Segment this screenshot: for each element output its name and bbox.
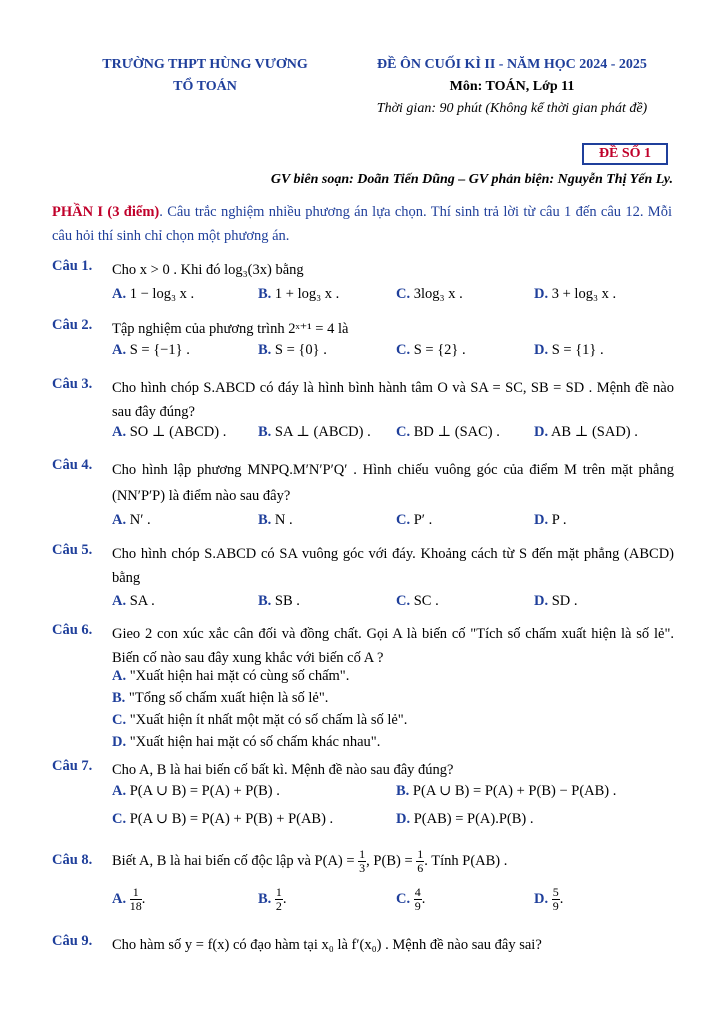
question-text: Cho x > 0 . Khi đó log₃(3x) bằng	[112, 262, 304, 278]
option-key: A.	[112, 424, 127, 440]
question-label: Câu 5.	[52, 542, 93, 558]
option-key: B.	[258, 512, 272, 528]
option-key: A.	[112, 890, 127, 907]
question-text-mid: , P(B) =	[366, 852, 417, 869]
exam-title: ĐỀ ÔN CUỐI KÌ II - NĂM HỌC 2024 - 2025	[377, 57, 647, 72]
question-text: Cho A, B là hai biến cố bất kì. Mệnh đề nào sau đây đúng?	[112, 762, 454, 778]
option-d: AB ⊥ (SAD) .	[550, 424, 638, 440]
authors-line: GV biên soạn: Doãn Tiến Dũng – GV phản biện: Nguyễn Thị Yến Ly.	[270, 172, 673, 187]
fraction-denominator: 6	[417, 861, 424, 875]
option-c	[414, 886, 422, 913]
exam-header	[352, 54, 672, 120]
question-7	[52, 758, 674, 838]
option-key: B.	[258, 342, 272, 358]
option-key: C.	[396, 512, 411, 528]
part-one-title: PHẦN I (3 điểm)	[52, 204, 160, 220]
option-c: SC .	[413, 593, 439, 609]
option-key: D.	[396, 811, 411, 827]
option-d: P(AB) = P(A).P(B) .	[413, 811, 534, 827]
question-9	[52, 933, 674, 963]
option-a: "Xuất hiện hai mặt có cùng số chấm".	[129, 668, 350, 684]
fraction-denominator: 2	[275, 899, 282, 913]
part-one-instructions	[52, 200, 672, 248]
option-key: A.	[112, 593, 127, 609]
option-a: SA .	[129, 593, 155, 609]
question-2	[52, 317, 674, 367]
fraction-numerator: 1	[417, 847, 424, 861]
option-key: A.	[112, 512, 127, 528]
exam-code-box: ĐỀ SỐ 1	[582, 143, 668, 165]
fraction-pa	[358, 848, 366, 875]
option-key: C.	[396, 593, 411, 609]
part-one-text: . Câu trắc nghiệm nhiều phương án lựa chọn. Thí sinh trả lời từ câu 1 đến câu 12. Mỗi câu hỏi thí sinh chỉ chọn một phương án.	[52, 204, 672, 244]
option-key: A.	[112, 783, 127, 799]
option-d: 3 + log₃ x .	[551, 286, 617, 302]
question-label: Câu 6.	[52, 622, 93, 638]
option-key: B.	[112, 690, 126, 706]
question-3	[52, 376, 674, 446]
fraction-denominator: 3	[359, 861, 366, 875]
department-name: TỔ TOÁN	[173, 79, 237, 94]
school-header	[70, 54, 340, 98]
option-key: A.	[112, 342, 127, 358]
option-key: B.	[258, 593, 272, 609]
option-d: "Xuất hiện hai mặt có số chấm khác nhau".	[129, 734, 381, 750]
option-key: C.	[396, 342, 411, 358]
option-key: D.	[112, 734, 127, 750]
option-key: B.	[258, 424, 272, 440]
question-text: Cho hàm số y = f(x) có đạo hàm tại x₀ là f′(x₀) . Mệnh đề nào sau đây sai?	[112, 937, 542, 953]
option-key: B.	[258, 286, 272, 302]
question-label: Câu 8.	[52, 852, 93, 868]
question-label: Câu 4.	[52, 457, 93, 473]
option-b: SA ⊥ (ABCD) .	[274, 424, 371, 440]
option-c: BD ⊥ (SAC) .	[413, 424, 500, 440]
question-1	[52, 258, 674, 308]
option-key: C.	[396, 286, 411, 302]
question-text: Cho hình chóp S.ABCD có đáy là hình bình hành tâm O và SA = SC, SB = SD . Mệnh đề nào sau đây đúng?	[112, 380, 674, 420]
option-a	[130, 886, 142, 913]
fraction-numerator: 1	[275, 885, 282, 899]
question-label: Câu 2.	[52, 317, 93, 333]
question-label: Câu 7.	[52, 758, 93, 774]
option-a: P(A ∪ B) = P(A) + P(B) .	[129, 783, 280, 799]
question-text	[112, 848, 674, 875]
question-label: Câu 1.	[52, 258, 93, 274]
option-d: S = {1} .	[551, 342, 604, 358]
option-key: C.	[396, 890, 411, 907]
fraction-numerator: 4	[414, 885, 421, 899]
question-8: Câu 8. Biết A, B là hai biến cố độc lập và P(A) = $\frac{1}{3}$ , P(B) = $\frac{1}{6}$ . Tính P(AB) . A. $\frac{1}{18}$ . B. $\frac{1}{2}$ . C. $\frac{4}{9}$ . D. $\frac{5}{9}$ .	[52, 848, 674, 924]
option-key: C.	[112, 811, 127, 827]
fraction-denominator: 9	[414, 899, 421, 913]
question-label: Câu 3.	[52, 376, 93, 392]
question-text: Cho hình lập phương MNPQ.M′N′P′Q′ . Hình chiếu vuông góc của điểm M trên mặt phẳng (NN′P′P) là điểm nào sau đây?	[112, 462, 674, 504]
option-c: 3log₃ x .	[413, 286, 463, 302]
fraction-denominator: 9	[552, 899, 559, 913]
option-key: A.	[112, 668, 127, 684]
question-text: Gieo 2 con xúc xắc cân đối và đồng chất. Gọi A là biến cố "Tích số chấm xuất hiện là số lẻ". Biến cố nào sau đây xung khắc với biến cố A ?	[112, 626, 674, 666]
option-a: N′ .	[129, 512, 151, 528]
option-d: P .	[551, 512, 567, 528]
option-key: B.	[258, 890, 272, 907]
option-a: S = {−1} .	[129, 342, 190, 358]
option-b: P(A ∪ B) = P(A) + P(B) − P(AB) .	[412, 783, 617, 799]
option-key: D.	[534, 593, 549, 609]
option-c: S = {2} .	[413, 342, 466, 358]
option-b: "Tổng số chấm xuất hiện là số lẻ".	[128, 690, 329, 706]
question-label: Câu 9.	[52, 933, 93, 949]
option-a: SO ⊥ (ABCD) .	[129, 424, 227, 440]
option-key: C.	[396, 424, 411, 440]
option-b: N .	[274, 512, 293, 528]
question-text: Cho hình chóp S.ABCD có SA vuông góc với đáy. Khoảng cách từ S đến mặt phẳng (ABCD) bằng	[112, 546, 674, 586]
option-c: "Xuất hiện ít nhất một mặt có số chấm là số lẻ".	[129, 712, 408, 728]
option-d	[552, 886, 560, 913]
option-b: S = {0} .	[274, 342, 327, 358]
fraction-numerator: 5	[552, 885, 559, 899]
question-text: Tập nghiệm của phương trình 2ˣ⁺¹ = 4 là	[112, 321, 349, 337]
question-text-after: . Tính P(AB) .	[424, 852, 508, 869]
exam-subject: Môn: TOÁN, Lớp 11	[449, 79, 575, 94]
option-key: C.	[112, 712, 127, 728]
option-c: P(A ∪ B) = P(A) + P(B) + P(AB) .	[129, 811, 334, 827]
option-key: D.	[534, 286, 549, 302]
fraction-numerator: 1	[359, 847, 366, 861]
question-text-before: Biết A, B là hai biến cố độc lập và P(A) =	[112, 852, 359, 869]
question-6	[52, 622, 674, 754]
option-b: SB .	[274, 593, 300, 609]
option-b	[275, 886, 283, 913]
fraction-numerator: 1	[130, 886, 142, 900]
fraction-denominator: 18	[129, 899, 142, 913]
option-key: D.	[534, 424, 549, 440]
option-key: A.	[112, 286, 127, 302]
option-key: D.	[534, 890, 549, 907]
option-b: 1 + log₃ x .	[274, 286, 340, 302]
option-d: SD .	[551, 593, 578, 609]
option-key: B.	[396, 783, 410, 799]
option-a: 1 − log₃ x .	[129, 286, 195, 302]
option-c: P′ .	[413, 512, 433, 528]
question-5	[52, 542, 674, 614]
exam-duration: Thời gian: 90 phút (Không kể thời gian phát đề)	[376, 101, 648, 116]
question-4	[52, 457, 674, 533]
option-key: D.	[534, 512, 549, 528]
option-key: D.	[534, 342, 549, 358]
school-name: TRƯỜNG THPT HÙNG VƯƠNG	[102, 57, 308, 72]
